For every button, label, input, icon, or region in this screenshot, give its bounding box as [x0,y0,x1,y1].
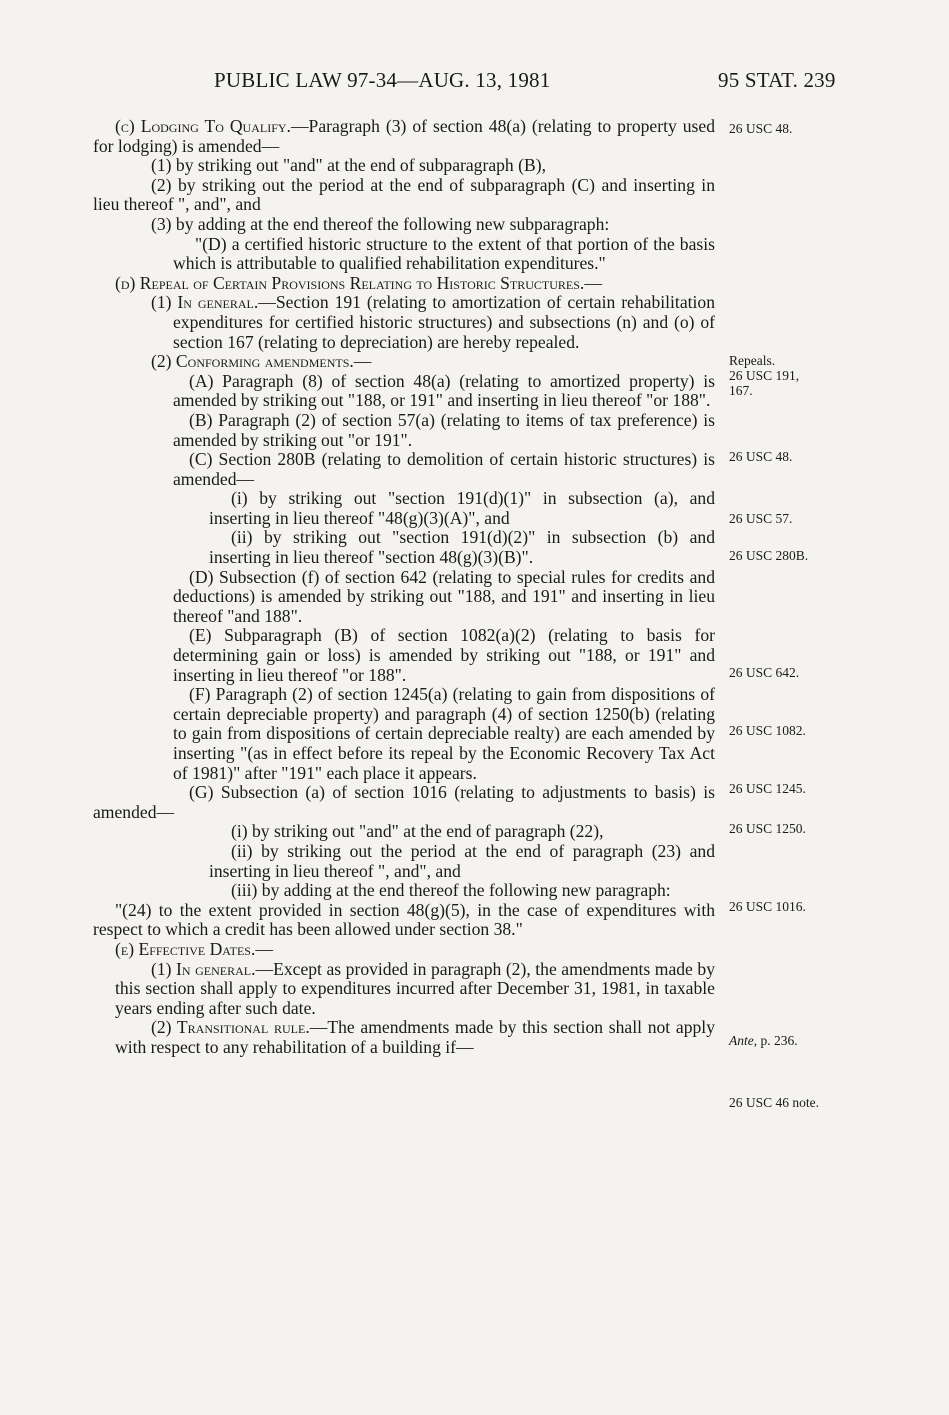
quoted-paragraph-24: "(24) to the extent provided in section 48(g)(5), in the case of expenditures with respect to which a credit has been allowed under section 38." [93,899,715,940]
subparagraph-b: (B) Paragraph (2) of section 57(a) (relating to items of tax preference) is amended by striking out "or 191". [173,409,715,450]
margin-note: 26 USC 1250. [729,821,806,836]
margin-note: 26 USC 1245. [729,781,806,796]
subsection-heading: (c) Lodging To Qualify. [115,116,291,136]
margin-note: Repeals. [729,353,776,368]
subparagraph-d: (D) Subsection (f) of section 642 (relating to special rules for credits and deductions) is amended by striking out "188, and 191" and inserting in lieu thereof "and 188". [173,566,715,626]
clause-g-iii: (iii) by adding at the end thereof the following new paragraph: [231,880,671,901]
paragraph-c2: (2) by striking out the period at the end of subparagraph (C) and inserting in lieu thereof ", and", and [93,174,715,215]
clause-g-i: (i) by striking out "and" at the end of paragraph (22), [231,821,604,842]
margin-note: 26 USC 191, [729,368,800,383]
subparagraph-c: (C) Section 280B (relating to demolition of certain historic structures) is amended— [173,449,715,489]
margin-note: 26 USC 48. [729,449,793,464]
margin-note: 26 USC 46 note. [729,1095,820,1110]
subsection-c: (c) Lodging To Qualify.—Paragraph (3) of section 48(a) (relating to property used for lodging) is amended— [93,116,716,156]
paragraph-c1: (1) by striking out "and" at the end of subparagraph (B), [151,155,546,176]
clause-c-ii: (ii) by striking out "section 191(d)(2)" in subsection (b) and inserting in lieu thereof "section 48(g)(3)(B)". [209,527,715,568]
statute-text [93,117,715,1058]
subsection-heading: (e) Effective Dates. [115,938,256,959]
margin-note: 26 USC 57. [729,511,793,526]
subsection-d: (d) Repeal of Certain Provisions Relating to Historic Structures.— [115,272,602,293]
margin-note: 26 USC 1082. [729,723,806,738]
running-header: PUBLIC LAW 97-34—AUG. 13, 1981 [214,68,551,92]
page-number: 95 STAT. 239 [718,68,836,92]
paragraph-e1: (1) In general.—Except as provided in paragraph (2), the amendments made by this section shall apply to expenditures incurred after December 31, 1981, in taxable years ending after such date. [115,958,715,1018]
margin-note: 26 USC 642. [729,665,800,680]
subparagraph-g: (G) Subsection (a) of section 1016 (relating to adjustments to basis) is amended— [93,782,715,822]
quoted-subparagraph-d: "(D) a certified historic structure to the extent of that portion of the basis which is attributable to qualified rehabilitation expenditures." [173,233,715,274]
subsection-e: (e) Effective Dates.— [115,938,273,959]
clause-c-i: (i) by striking out "section 191(d)(1)" in subsection (a), and inserting in lieu thereof "48(g)(3)(A)", and [209,488,715,528]
paragraph-d1: (1) In general.—Section 191 (relating to amortization of certain rehabilitation expenditures for certified historic structures) and subsections (n) and (o) of section 167 (relating to depreciation) are hereby repealed. [151,292,715,352]
paragraph-e2: (2) Transitional rule.—The amendments made by this section shall not apply with respect to any rehabilitation of a building if— [115,1017,715,1057]
subparagraph-a: (A) Paragraph (8) of section 48(a) (relating to amortized property) is amended by striking out "188, or 191" and inserting in lieu thereof "or 188". [173,370,715,411]
margin-note: 26 USC 280B. [729,548,809,563]
clause-g-ii: (ii) by striking out the period at the end of paragraph (23) and inserting in lieu thereof ", and", and [209,840,715,881]
paragraph-d2: (2) Conforming amendments.— [151,351,372,372]
subparagraph-f: (F) Paragraph (2) of section 1245(a) (relating to gain from dispositions of certain depreciable property) and paragraph (4) of section 1250(b) (relating to gain from dispositions of certain depreciable realty) are each amended by inserting "(as in effect before its repeal by the Economic Recovery Tax Act of 1981)" after "191" each place it appears. [173,684,715,783]
subsection-heading: (d) Repeal of Certain Provisions Relating to Historic Structures. [115,272,585,293]
paragraph-c3: (3) by adding at the end thereof the following new subparagraph: [151,213,610,234]
margin-note: 26 USC 48. [729,121,793,136]
subparagraph-e: (E) Subparagraph (B) of section 1082(a)(2) (relating to basis for determining gain or loss) is amended by striking out "188, or 191" and inserting in lieu thereof "or 188". [173,625,715,685]
margin-note: 167. [729,383,753,398]
margin-note: Ante, p. 236. [729,1033,798,1048]
margin-note: 26 USC 1016. [729,899,806,914]
